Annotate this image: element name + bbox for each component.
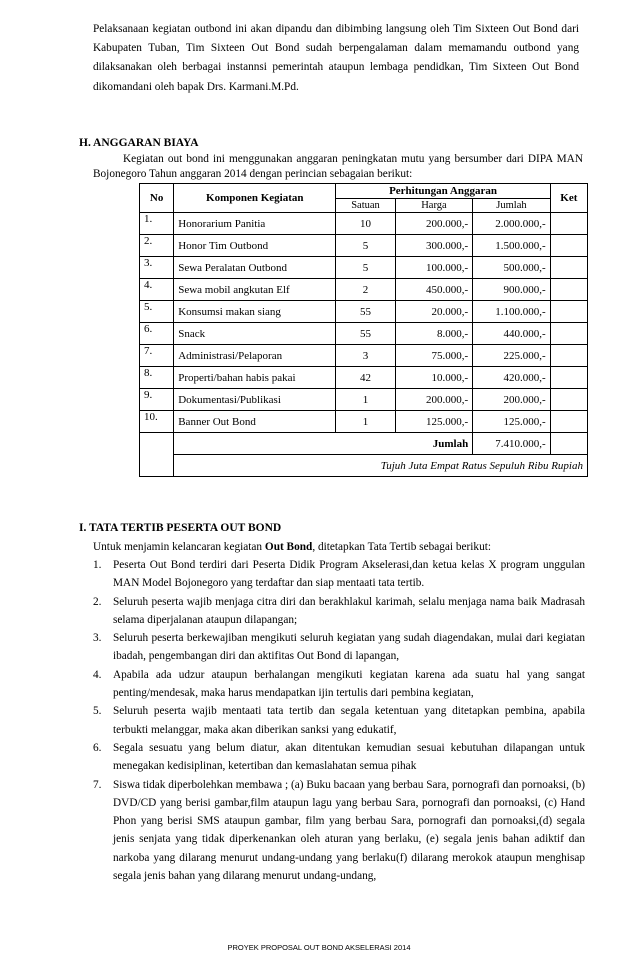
row-price: 200.000,- <box>395 213 473 235</box>
row-no: 1. <box>140 213 174 235</box>
row-amount: 125.000,- <box>473 411 551 433</box>
row-unit: 5 <box>336 257 395 279</box>
row-note <box>550 411 587 433</box>
list-item-number: 1. <box>93 559 102 571</box>
row-amount: 900.000,- <box>473 279 551 301</box>
row-no: 5. <box>140 301 174 323</box>
list-item-text: Seluruh peserta wajib menjaga citra diri dan berakhlakul karimah, selalu menjaga nama baik Madrasah selama diperjalanan ataupun dilapangan; <box>113 595 585 626</box>
row-note <box>550 301 587 323</box>
total-words: Tujuh Juta Empat Ratus Sepuluh Ribu Rupiah <box>174 455 588 477</box>
list-item <box>93 776 585 886</box>
header-amount: Jumlah <box>473 199 551 213</box>
row-component: Konsumsi makan siang <box>174 301 336 323</box>
row-component: Sewa Peralatan Outbond <box>174 257 336 279</box>
list-item <box>93 666 585 703</box>
row-amount: 500.000,- <box>473 257 551 279</box>
row-note <box>550 213 587 235</box>
row-component: Administrasi/Pelaporan <box>174 345 336 367</box>
row-unit: 3 <box>336 345 395 367</box>
list-item <box>93 556 585 593</box>
header-no: No <box>140 184 174 213</box>
section-i-intro-after: , ditetapkan Tata Tertib sebagai berikut: <box>312 541 492 553</box>
table-row <box>140 411 588 433</box>
table-row <box>140 389 588 411</box>
row-note <box>550 235 587 257</box>
row-component: Banner Out Bond <box>174 411 336 433</box>
table-row <box>140 235 588 257</box>
list-item-number: 6. <box>93 741 102 754</box>
section-h-text: Kegiatan out bond ini menggunakan anggaran peningkatan mutu yang bersumber dari DIPA MAN Bojonegoro Tahun anggaran 2014 dengan perincian sebagaian berikut: <box>93 153 583 180</box>
row-price: 200.000,- <box>395 389 473 411</box>
list-item-text: Segala sesuatu yang belum diatur, akan ditentukan kemudian sesuai kebutuhan dilapangan untuk menegakan kedisiplinan, ketertiban dan kemaslahatan semua pihak <box>113 741 585 773</box>
header-note: Ket <box>550 184 587 213</box>
row-no: 6. <box>140 323 174 345</box>
row-amount: 440.000,- <box>473 323 551 345</box>
list-item-text: Apabila ada udzur ataupun berhalangan mengikuti kegiatan karena ada suatu hal yang sangat penting/mendesak, maka harus mendapatkan ijin tertulis dari pembina kegiatan, <box>113 668 585 700</box>
section-h-heading: H. ANGGARAN BIAYA <box>79 137 199 149</box>
row-amount: 2.000.000,- <box>473 213 551 235</box>
header-unit: Satuan <box>336 199 395 213</box>
row-note <box>550 323 587 345</box>
row-unit: 10 <box>336 213 395 235</box>
row-unit: 42 <box>336 367 395 389</box>
list-item-number: 7. <box>93 778 102 791</box>
row-component: Sewa mobil angkutan Elf <box>174 279 336 301</box>
row-unit: 55 <box>336 323 395 345</box>
list-item-number: 4. <box>93 668 102 681</box>
list-item-number: 5. <box>93 705 102 718</box>
row-component: Honorarium Panitia <box>174 213 336 235</box>
row-amount: 420.000,- <box>473 367 551 389</box>
row-amount: 200.000,- <box>473 389 551 411</box>
words-spacer <box>140 455 174 477</box>
section-i-intro-before: Untuk menjamin kelancaran kegiatan <box>93 541 265 553</box>
section-h-paragraph <box>93 152 583 182</box>
page-footer: PROYEK PROPOSAL OUT BOND AKSELERASI 2014 <box>227 943 411 952</box>
row-amount: 1.100.000,- <box>473 301 551 323</box>
row-no: 4. <box>140 279 174 301</box>
row-unit: 55 <box>336 301 395 323</box>
row-no: 2. <box>140 235 174 257</box>
table-row <box>140 367 588 389</box>
row-price: 300.000,- <box>395 235 473 257</box>
row-unit: 1 <box>336 389 395 411</box>
row-note <box>550 367 587 389</box>
budget-table-body <box>140 213 588 433</box>
row-price: 10.000,- <box>395 367 473 389</box>
header-calc: Perhitungan Anggaran <box>336 184 550 199</box>
row-amount: 225.000,- <box>473 345 551 367</box>
row-no: 9. <box>140 389 174 411</box>
table-row <box>140 323 588 345</box>
row-no: 8. <box>140 367 174 389</box>
list-item-number: 2. <box>93 595 102 608</box>
row-price: 20.000,- <box>395 301 473 323</box>
row-price: 75.000,- <box>395 345 473 367</box>
row-price: 125.000,- <box>395 411 473 433</box>
total-value: 7.410.000,- <box>473 433 551 455</box>
row-component: Properti/bahan habis pakai <box>174 367 336 389</box>
section-i-heading: I. TATA TERTIB PESERTA OUT BOND <box>79 522 282 534</box>
list-item-text: Siswa tidak diperbolehkan membawa ; (a) Buku bacaan yang berbau Sara, pornografi dan pornoaksi, (b) DVD/CD yang berisi gambar,film ataupun lagu yang berbau Sara, pornografi dan pornoaksi, (c) Hand Phon yang berisi SMS ataupun gambar, film yang berbau Sara, pornografi dan pornoaksi,(d) segala jenis senjata yang tidak diperkenankan oleh aturan yang berlaku, (e) segala jenis bahan adiktif dan narkoba yang dilarang menurut undang-undang yang berlaku(f) dilarang merokok ataupun menghisap segala jenis bahan yang dilarang menurut undang-undang, <box>113 778 585 883</box>
list-item <box>93 739 585 776</box>
row-unit: 1 <box>336 411 395 433</box>
section-i-intro-bold: Out Bond <box>264 541 313 553</box>
table-row <box>140 213 588 235</box>
list-item <box>93 593 585 630</box>
row-price: 450.000,- <box>395 279 473 301</box>
row-price: 8.000,- <box>395 323 473 345</box>
row-no: 7. <box>140 345 174 367</box>
row-note <box>550 389 587 411</box>
row-price: 100.000,- <box>395 257 473 279</box>
row-no: 3. <box>140 257 174 279</box>
table-row <box>140 257 588 279</box>
list-item-text: Seluruh peserta berkewajiban mengikuti seluruh kegiatan yang sudah diagendakan, mulai dari kegiatan ibadah, pengembangan diri dan aktifitas Out Bond di lapangan, <box>113 632 585 663</box>
row-unit: 2 <box>336 279 395 301</box>
list-item <box>93 629 585 666</box>
row-no: 10. <box>140 411 174 433</box>
header-price: Harga <box>395 199 473 213</box>
section-i-intro <box>93 540 583 555</box>
header-component: Komponen Kegiatan <box>174 184 336 213</box>
intro-paragraph: Pelaksanaan kegiatan outbond ini akan dipandu dan dibimbing langsung oleh Tim Sixteen Out Bond dari Kabupaten Tuban, Tim Sixteen Out Bond sudah berpengalaman dalam memamandu outbond yang dilaksanakan oleh berbagai instannsi pemerintah ataupun lembaga pendidkan, Tim Sixteen Out Bond dikomandani oleh bapak Drs. Karmani.M.Pd. <box>93 23 579 93</box>
list-item-text: Peserta Out Bond terdiri dari Peserta Didik Program Akselerasi,dan ketua kelas X program unggulan MAN Model Bojonegoro yang terdaftar dan siap mentaati tata tertib. <box>113 559 585 590</box>
list-item-text: Seluruh peserta wajib mentaati tata tertib dan segala ketentuan yang ditetapkan pembina, apabila terbukti melanggar, maka akan diberikan sanksi yang edukatif, <box>113 705 585 736</box>
budget-table <box>139 183 588 477</box>
table-row <box>140 279 588 301</box>
table-row <box>140 301 588 323</box>
row-note <box>550 279 587 301</box>
row-unit: 5 <box>336 235 395 257</box>
rules-list <box>93 556 585 885</box>
row-component: Dokumentasi/Publikasi <box>174 389 336 411</box>
list-item <box>93 702 585 739</box>
row-component: Honor Tim Outbond <box>174 235 336 257</box>
row-amount: 1.500.000,- <box>473 235 551 257</box>
table-row <box>140 345 588 367</box>
total-label: Jumlah <box>174 433 473 455</box>
total-spacer <box>140 433 174 455</box>
list-item-number: 3. <box>93 632 102 645</box>
row-component: Snack <box>174 323 336 345</box>
total-note <box>550 433 587 455</box>
row-note <box>550 257 587 279</box>
row-note <box>550 345 587 367</box>
